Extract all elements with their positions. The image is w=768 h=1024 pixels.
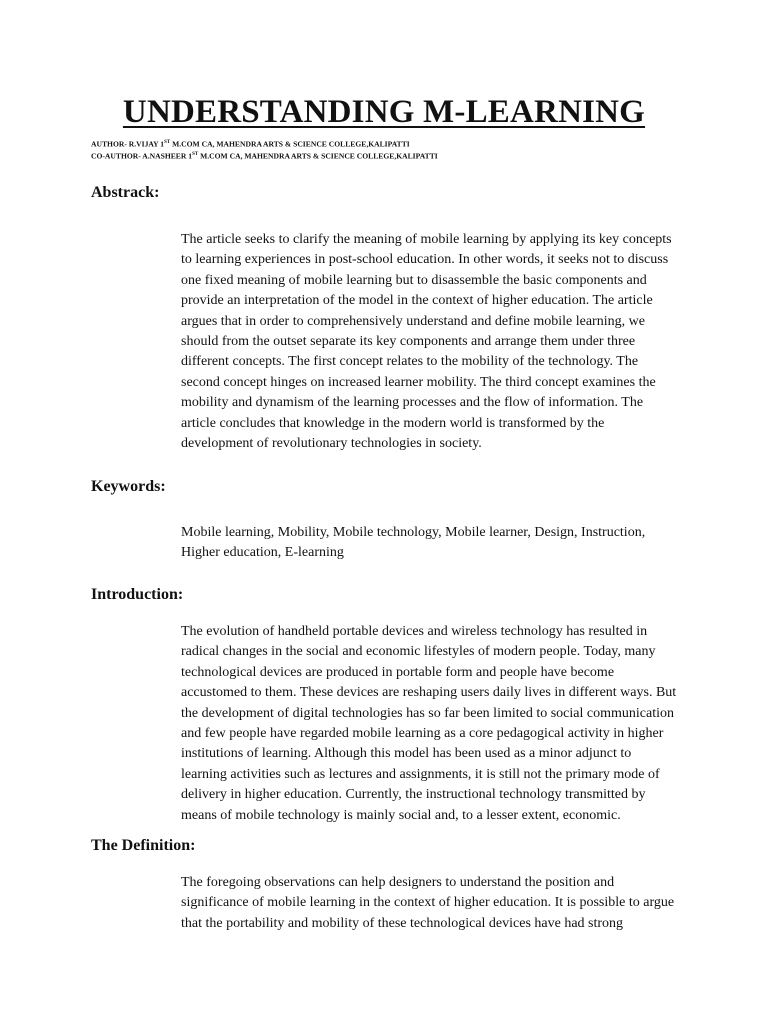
text-line: The evolution of handheld portable devices and wireless technology has resulted in xyxy=(181,624,648,639)
text-line: provide an interpretation of the model in the context of higher education. The article xyxy=(181,293,653,309)
text-line: mobility and dynamism of the learning processes and the flow of information. The xyxy=(181,395,644,411)
introduction-paragraph xyxy=(181,622,721,826)
definition-paragraph xyxy=(181,873,721,934)
abstract-paragraph xyxy=(181,230,721,454)
text-line: delivery in higher education. Currently, the instructional technology transmitted by xyxy=(181,787,646,803)
text-line: technological devices are produced in portable form and people have become xyxy=(181,664,615,680)
text-line: the development of digital technologies has so far been limited to social communication xyxy=(181,705,674,721)
keywords-paragraph xyxy=(181,523,721,564)
text-line: The foregoing observations can help designers to understand the position and xyxy=(181,875,615,890)
introduction-heading: Introduction: xyxy=(91,586,184,603)
text-line: learning activities such as lectures and assignments, it is still not the primary mode of xyxy=(181,766,660,782)
definition-heading: The Definition: xyxy=(91,837,196,854)
document-title: UNDERSTANDING M-LEARNING xyxy=(122,94,646,130)
text-line: to learning experiences in post-school education. In other words, it seeks not to discuss xyxy=(181,252,669,268)
text-line: Mobile learning, Mobility, Mobile technology, Mobile learner, Design, Instruction, xyxy=(181,525,646,540)
text-line: argues that in order to comprehensively understand and define mobile learning, we xyxy=(181,313,645,329)
text-line: that the portability and mobility of these technological devices have had strong xyxy=(181,915,624,931)
text-line: institutions of learning. Although this model has been used as a minor adjunct to xyxy=(181,746,632,762)
abstract-heading: Abstrack: xyxy=(91,184,160,201)
text-line: accustomed to them. These devices are reshaping users daily lives in different ways. But xyxy=(181,685,677,701)
text-line: significance of mobile learning in the context of higher education. It is possible to argue xyxy=(181,895,675,911)
text-line: one fixed meaning of mobile learning but to disassemble the basic components and xyxy=(181,272,647,288)
text-line: and few people have regarded mobile learning as a core pedagogical activity in higher xyxy=(181,726,664,742)
text-line: should from the outset separate its key components and arrange them under three xyxy=(181,334,636,350)
author-block xyxy=(91,138,438,161)
keywords-heading: Keywords: xyxy=(91,478,166,495)
text-line: article concludes that knowledge in the modern world is transformed by the xyxy=(181,415,605,431)
text-line: second concept hinges on increased learner mobility. The third concept examines the xyxy=(181,374,656,390)
text-line: development of revolutionary technologies in society. xyxy=(181,436,482,452)
author-line: AUTHOR- R.VIJAY 1ST M.COM CA, MAHENDRA ARTS & SCIENCE COLLEGE,KALIPATTI xyxy=(91,139,410,149)
text-line: The article seeks to clarify the meaning of mobile learning by applying its key concepts xyxy=(181,232,672,247)
text-line: means of mobile technology is mainly social and, to a lesser extent, economic. xyxy=(181,807,621,823)
text-line: Higher education, E-learning xyxy=(181,545,344,561)
coauthor-line: CO-AUTHOR- A.NASHEER 1ST M.COM CA, MAHENDRA ARTS & SCIENCE COLLEGE,KALIPATTI xyxy=(91,151,438,161)
text-line: radical changes in the social and economic lifestyles of modern people. Today, many xyxy=(181,644,656,660)
text-line: different concepts. The first concept relates to the mobility of the technology. The xyxy=(181,354,639,370)
